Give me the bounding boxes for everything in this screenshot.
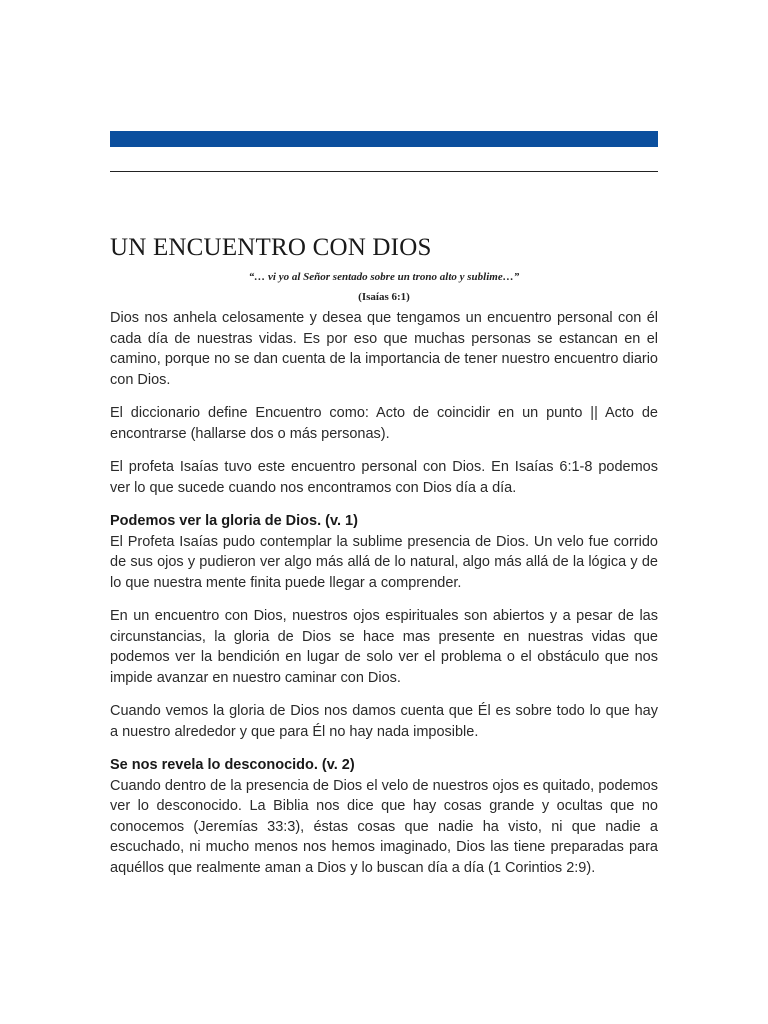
section-heading-unknown: Se nos revela lo desconocido. (v. 2) xyxy=(110,757,355,773)
header-accent-bar xyxy=(110,131,658,147)
section-heading-glory: Podemos ver la gloria de Dios. (v. 1) xyxy=(110,513,358,529)
paragraph-intro: Dios nos anhela celosamente y desea que tengamos un encuentro personal con él cada día de nuestras vidas. Es por eso que muchas personas se estancan en el camino, porque no se dan cuenta de la importancia de tener nuestro encuentro diario con Dios. xyxy=(110,310,658,388)
paragraph-isaiah: El profeta Isaías tuvo este encuentro personal con Dios. En Isaías 6:1-8 podemos ver lo que sucede cuando nos encontramos con Dios día a día. xyxy=(110,459,658,496)
paragraph-glory-3: Cuando vemos la gloria de Dios nos damos cuenta que Él es sobre todo lo que hay a nuestro alrededor y que para Él no hay nada imposible. xyxy=(110,703,658,740)
paragraph-glory-1: El Profeta Isaías pudo contemplar la sublime presencia de Dios. Un velo fue corrido de sus ojos y pudieron ver algo más allá de lo natural, algo más allá de la lógica y de lo que nuestra mente finita puede llegar a comprender. xyxy=(110,533,658,591)
document-body xyxy=(110,229,658,891)
epigraph-citation: (Isaías 6:1) xyxy=(358,291,410,303)
paragraph-unknown-1: Cuando dentro de la presencia de Dios el velo de nuestros ojos es quitado, podemos ver lo desconocido. La Biblia nos dice que hay cosas grande y ocultas que no conocemos (Jeremías 33:3), éstas cosas que nadie ha visto, ni que nadie a escuchado, ni mucho menos nos hemos imaginado, Dios las tiene preparadas para aquéllos que realmente aman a Dios y lo buscan día a día (1 Corintios 2:9). xyxy=(110,777,658,876)
header-rule xyxy=(110,171,658,172)
epigraph-quote: “… vi yo al Señor sentado sobre un trono alto y sublime…” xyxy=(248,271,520,283)
paragraph-definition: El diccionario define Encuentro como: Acto de coincidir en un punto || Acto de encontrarse (hallarse dos o más personas). xyxy=(110,405,658,442)
document-title: UN ENCUENTRO CON DIOS xyxy=(110,234,432,261)
paragraph-glory-2: En un encuentro con Dios, nuestros ojos espirituales son abiertos y a pesar de las circunstancias, la gloria de Dios se hace mas presente en nuestras vidas que podemos ver la bendición en lugar de solo ver el problema o el obstáculo que nos impide avanzar en nuestro caminar con Dios. xyxy=(110,608,658,686)
